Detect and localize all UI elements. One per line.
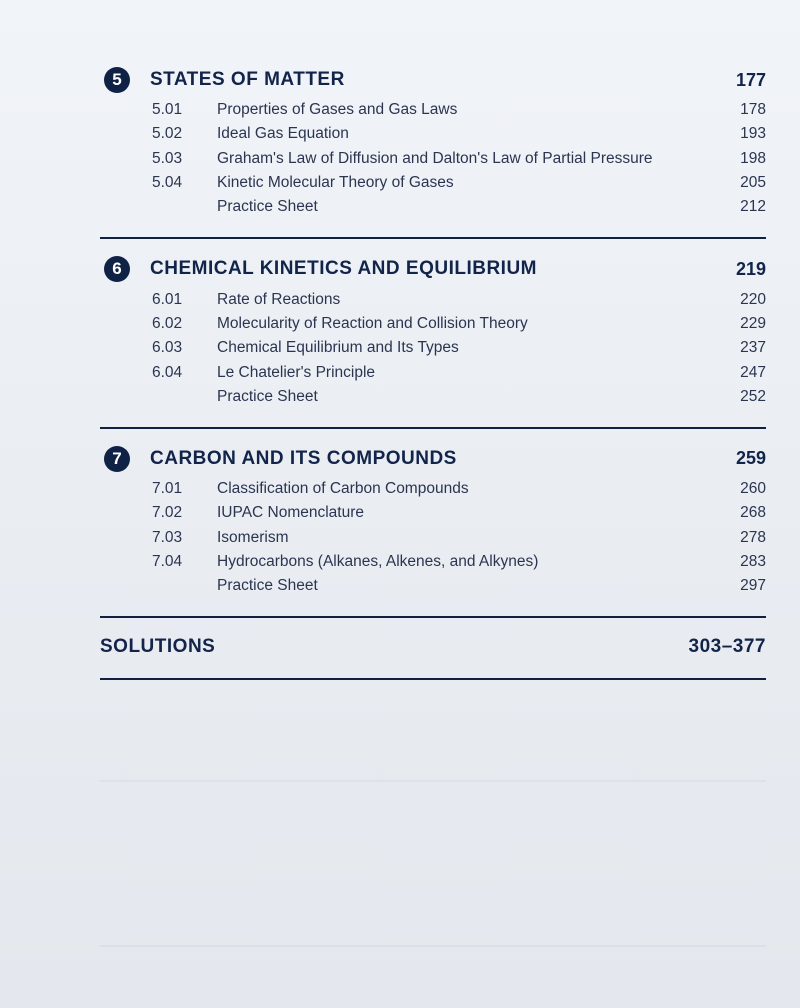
section-row[interactable] xyxy=(100,287,766,311)
section-title: Hydrocarbons (Alkanes, Alkenes, and Alkynes) xyxy=(217,553,539,570)
section-row[interactable] xyxy=(100,526,766,550)
chapter-6 xyxy=(100,253,766,428)
chapter-number-badge: 6 xyxy=(104,256,130,282)
section-title: Molecularity of Reaction and Collision Theory xyxy=(217,314,528,332)
solutions-pages: 303–377 xyxy=(688,636,766,658)
solutions-divider xyxy=(100,678,766,680)
section-row[interactable] xyxy=(100,312,766,336)
chapter-5 xyxy=(100,64,766,239)
solutions-title: SOLUTIONS xyxy=(100,636,216,658)
section-number: 6.01 xyxy=(152,290,183,308)
section-row[interactable] xyxy=(100,336,766,360)
solutions-entry[interactable] xyxy=(100,632,766,662)
section-title: Properties of Gases and Gas Laws xyxy=(217,101,458,119)
chapter-heading[interactable] xyxy=(100,253,766,285)
section-title: Practice Sheet xyxy=(217,387,318,405)
section-row[interactable] xyxy=(100,574,766,598)
section-page: 247 xyxy=(740,363,766,381)
section-page: 198 xyxy=(740,149,766,167)
section-list xyxy=(100,287,766,408)
section-title: Rate of Reactions xyxy=(217,290,341,308)
table-of-contents xyxy=(100,64,766,694)
section-number: 7.02 xyxy=(152,504,183,522)
section-list xyxy=(100,98,766,219)
section-number: 5.03 xyxy=(152,149,183,167)
section-list xyxy=(100,477,766,598)
section-page: 220 xyxy=(740,290,766,308)
section-title: Practice Sheet xyxy=(217,198,318,216)
chapter-divider xyxy=(100,237,766,239)
section-page: 193 xyxy=(740,125,766,143)
section-number: 7.01 xyxy=(152,480,183,498)
show-through-line xyxy=(100,945,766,947)
section-page: 205 xyxy=(740,174,766,192)
section-row[interactable] xyxy=(100,385,766,409)
section-number: 6.03 xyxy=(152,339,183,357)
section-page: 297 xyxy=(740,577,766,595)
section-page: 237 xyxy=(740,339,766,357)
chapter-page: 259 xyxy=(735,448,766,469)
section-number: 5.01 xyxy=(152,101,183,119)
section-title: Isomerism xyxy=(217,528,289,546)
chapter-divider xyxy=(100,616,766,618)
chapter-title: CHEMICAL KINETICS AND EQUILIBRIUM xyxy=(150,258,537,280)
section-title: Le Chatelier's Principle xyxy=(217,363,376,381)
section-row[interactable] xyxy=(100,477,766,501)
chapter-heading[interactable] xyxy=(100,443,766,475)
section-page: 283 xyxy=(740,553,766,570)
section-title: IUPAC Nomenclature xyxy=(217,504,365,522)
chapter-number-badge: 5 xyxy=(104,67,130,93)
section-title: Chemical Equilibrium and Its Types xyxy=(217,339,459,357)
section-page: 212 xyxy=(740,198,766,216)
section-title: Kinetic Molecular Theory of Gases xyxy=(217,174,454,192)
section-page: 278 xyxy=(740,528,766,546)
section-row[interactable] xyxy=(100,360,766,384)
chapter-number-badge: 7 xyxy=(104,446,130,472)
chapter-title: STATES OF MATTER xyxy=(150,69,345,90)
section-page: 260 xyxy=(740,480,766,498)
section-row[interactable] xyxy=(100,122,766,146)
section-page: 268 xyxy=(740,504,766,522)
section-row[interactable] xyxy=(100,195,766,219)
section-number: 6.02 xyxy=(152,314,183,332)
section-row[interactable] xyxy=(100,501,766,525)
chapter-page: 177 xyxy=(735,69,766,90)
section-title: Classification of Carbon Compounds xyxy=(217,480,469,498)
section-number: 7.04 xyxy=(152,553,183,570)
section-row[interactable] xyxy=(100,550,766,574)
section-number: 7.03 xyxy=(152,528,183,546)
section-page: 229 xyxy=(740,314,766,332)
chapter-divider xyxy=(100,427,766,429)
section-number: 5.02 xyxy=(152,125,183,143)
section-number: 5.04 xyxy=(152,174,183,192)
chapter-page: 219 xyxy=(735,258,766,279)
chapter-title: CARBON AND ITS COMPOUNDS xyxy=(150,447,457,469)
section-title: Practice Sheet xyxy=(217,577,318,595)
section-title: Graham's Law of Diffusion and Dalton's Law of Partial Pressure xyxy=(217,149,653,167)
section-row[interactable] xyxy=(100,147,766,171)
section-row[interactable] xyxy=(100,98,766,122)
chapter-7 xyxy=(100,443,766,618)
section-title: Ideal Gas Equation xyxy=(217,125,349,143)
section-page: 178 xyxy=(740,101,766,119)
section-page: 252 xyxy=(740,387,766,405)
chapter-heading[interactable] xyxy=(100,64,766,96)
section-row[interactable] xyxy=(100,171,766,195)
section-number: 6.04 xyxy=(152,363,183,381)
show-through-line xyxy=(100,780,766,782)
